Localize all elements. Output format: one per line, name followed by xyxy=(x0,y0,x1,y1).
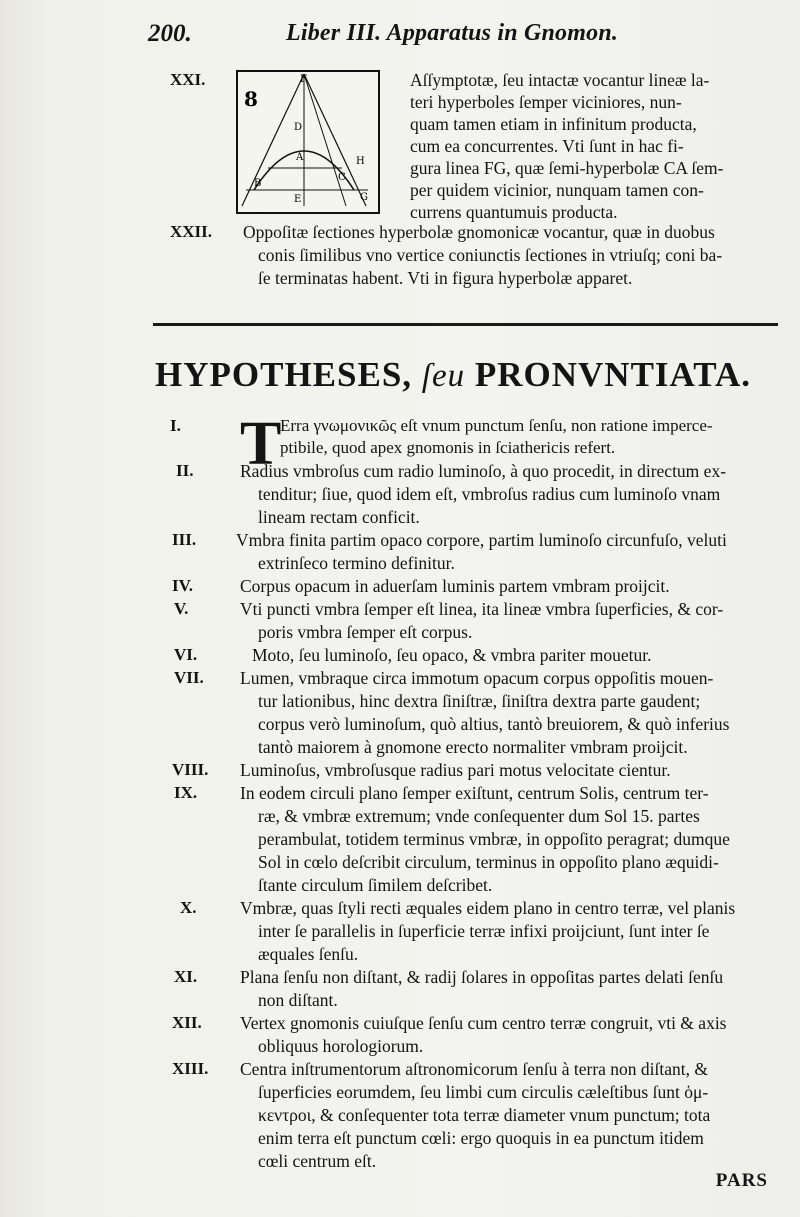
hypothesis-line: ſtante circulum ſimilem deſcribet. xyxy=(258,875,493,895)
hypothesis-line: Radius vmbroſus cum radio luminoſo, à quo procedit, in directum ex- xyxy=(240,461,727,481)
hypothesis-line: ſuperficies eorumdem, ſeu limbi cum circulis cæleſtibus ſunt ὁμ- xyxy=(258,1082,709,1102)
hypothesis-number: III. xyxy=(172,530,197,549)
label-a: A xyxy=(296,152,304,163)
hypothesis-line: Centra inſtrumentorum aſtronomicorum ſenſu à terra non diſtant, & xyxy=(240,1059,709,1079)
title-pronuntiata: PRONVNTIATA. xyxy=(474,355,751,394)
hypothesis-line: tantò maiorem à gnomone erecto normaliter vmbram proijcit. xyxy=(258,737,688,757)
hypothesis-line: enim terra eſt punctum cœli: ergo quoquis in ea punctum itidem xyxy=(258,1128,704,1148)
definition-line: per quidem vicinior, nunquam tamen con- xyxy=(410,180,704,200)
hypothesis-line: cœli centrum eſt. xyxy=(258,1151,377,1171)
title-conjunction: ſeu xyxy=(421,358,466,394)
title-hypotheses: HYPOTHESES, xyxy=(155,355,413,394)
label-c: C xyxy=(338,172,346,183)
definition-number: XXII. xyxy=(170,222,213,241)
hypothesis-line: Plana ſenſu non diſtant, & radij ſolares in oppoſitas partes delati ſenſu xyxy=(240,967,724,987)
definition-line: teri hyperboles ſemper viciniores, nun- xyxy=(410,92,682,112)
section-title xyxy=(155,355,751,395)
hypothesis-line: Vti puncti vmbra ſemper eſt linea, ita lineæ vmbra ſuperficies, & cor- xyxy=(240,599,724,619)
hypothesis-line: Luminoſus, vmbroſusque radius pari motus velocitate cientur. xyxy=(240,760,671,780)
catchword: PARS xyxy=(715,1170,768,1191)
running-title: Liber III. Apparatus in Gnomon. xyxy=(286,20,619,46)
hypothesis-line: corpus verò luminoſum, quò altius, tantò breuiorem, & quò inferius xyxy=(258,714,730,734)
label-f: F xyxy=(300,74,307,85)
hypothesis-number: XII. xyxy=(172,1013,202,1032)
hypothesis-line: κεντροι, & conſequenter tota terræ diameter vnum punctum; tota xyxy=(258,1105,711,1125)
section-rule xyxy=(153,323,778,326)
hypothesis-number: VIII. xyxy=(172,760,209,779)
hypothesis-line: lineam rectam conficit. xyxy=(258,507,420,527)
hypothesis-number: X. xyxy=(180,898,197,917)
hypothesis-line: ptibile, quod apex gnomonis in ſciathericis refert. xyxy=(280,438,616,457)
hypothesis-line: Vertex gnomonis cuiuſque ſenſu cum centro terræ congruit, vti & axis xyxy=(240,1013,727,1033)
hyperbola-diagram xyxy=(238,72,374,208)
hypothesis-line: inter ſe parallelis in ſuperficie terræ infixi proijciunt, ſunt inter ſe xyxy=(258,921,710,941)
figure-number: 8 xyxy=(244,87,258,111)
definition-line: ſe terminatas habent. Vti in figura hyperbolæ apparet. xyxy=(258,268,633,288)
hypothesis-number: XI. xyxy=(174,967,198,986)
hypothesis-line: In eodem circuli plano ſemper exiſtunt, centrum Solis, centrum ter- xyxy=(240,783,709,803)
page-number: 200. xyxy=(148,20,192,47)
definition-number: XXI. xyxy=(170,70,206,89)
label-b: B xyxy=(254,178,262,189)
hypothesis-number: VII. xyxy=(174,668,204,687)
hypothesis-line: Corpus opacum in aduerſam luminis partem vmbram proijcit. xyxy=(240,576,670,596)
hypothesis-number: VI. xyxy=(174,645,198,664)
hypothesis-number: V. xyxy=(174,599,189,618)
hypothesis-line: æquales ſenſu. xyxy=(258,944,359,964)
label-d: D xyxy=(294,122,303,133)
definition-line: quam tamen etiam in infinitum producta, xyxy=(410,114,697,134)
hypothesis-line: Vmbræ, quas ſtyli recti æquales eidem plano in centro terræ, vel planis xyxy=(240,898,736,918)
drop-cap: T xyxy=(240,410,282,478)
label-g: G xyxy=(360,192,368,203)
definition-line: cum ea concurrentes. Vti ſunt in hac fi- xyxy=(410,136,684,156)
definition-line: Oppoſitæ ſectiones hyperbolæ gnomonicæ vocantur, quæ in duobus xyxy=(243,222,715,242)
hypothesis-line: poris vmbra ſemper eſt corpus. xyxy=(258,622,473,642)
hypothesis-line: Lumen, vmbraque circa immotum opacum corpus oppoſitis mouen- xyxy=(240,668,714,688)
hypothesis-number: I. xyxy=(170,416,181,435)
hypothesis-line: perambulat, totidem terminus vmbræ, in oppoſito peragrat; dumque xyxy=(258,829,730,849)
hypothesis-number: II. xyxy=(176,461,194,480)
definition-line: conis ſimilibus vno vertice coniunctis ſectiones in vtriuſq; coni ba- xyxy=(258,245,723,265)
hypothesis-line: tur lationibus, hinc dextra ſiniſtræ, ſiniſtra dextra parte gaudent; xyxy=(258,691,701,711)
hypothesis-line: Erra γνωμονικῶς eſt vnum punctum ſenſu, non ratione imperce- xyxy=(280,416,713,435)
hypothesis-line: Moto, ſeu luminoſo, ſeu opaco, & vmbra pariter mouetur. xyxy=(252,645,652,665)
definition-line: gura linea FG, quæ ſemi-hyperbolæ CA ſem- xyxy=(410,158,724,178)
hyperbola-figure xyxy=(236,70,380,214)
hypothesis-number: XIII. xyxy=(172,1059,209,1078)
hypothesis-line: Vmbra finita partim opaco corpore, partim luminoſo circunfuſo, veluti xyxy=(236,530,727,550)
hypothesis-line: obliquus horologiorum. xyxy=(258,1036,424,1056)
label-h: H xyxy=(356,156,365,167)
label-e: E xyxy=(294,194,302,205)
hypothesis-line: tenditur; ſiue, quod idem eſt, vmbroſus radius cum luminoſo vnam xyxy=(258,484,721,504)
hypothesis-number: IX. xyxy=(174,783,198,802)
page-header xyxy=(148,18,770,50)
hypothesis-line: extrinſeco termino definitur. xyxy=(258,553,455,573)
hypothesis-number: IV. xyxy=(172,576,193,595)
hypothesis-line: Sol in cœlo deſcribit circulum, terminus in oppoſito plano æquidi- xyxy=(258,852,719,872)
hypothesis-line: non diſtant. xyxy=(258,990,338,1010)
definition-line: Aſſymptotæ, ſeu intactæ vocantur lineæ la- xyxy=(410,70,710,90)
definition-line: currens quantumuis producta. xyxy=(410,202,618,222)
hypothesis-line: ræ, & vmbræ extremum; vnde conſequenter dum Sol 15. partes xyxy=(258,806,700,826)
